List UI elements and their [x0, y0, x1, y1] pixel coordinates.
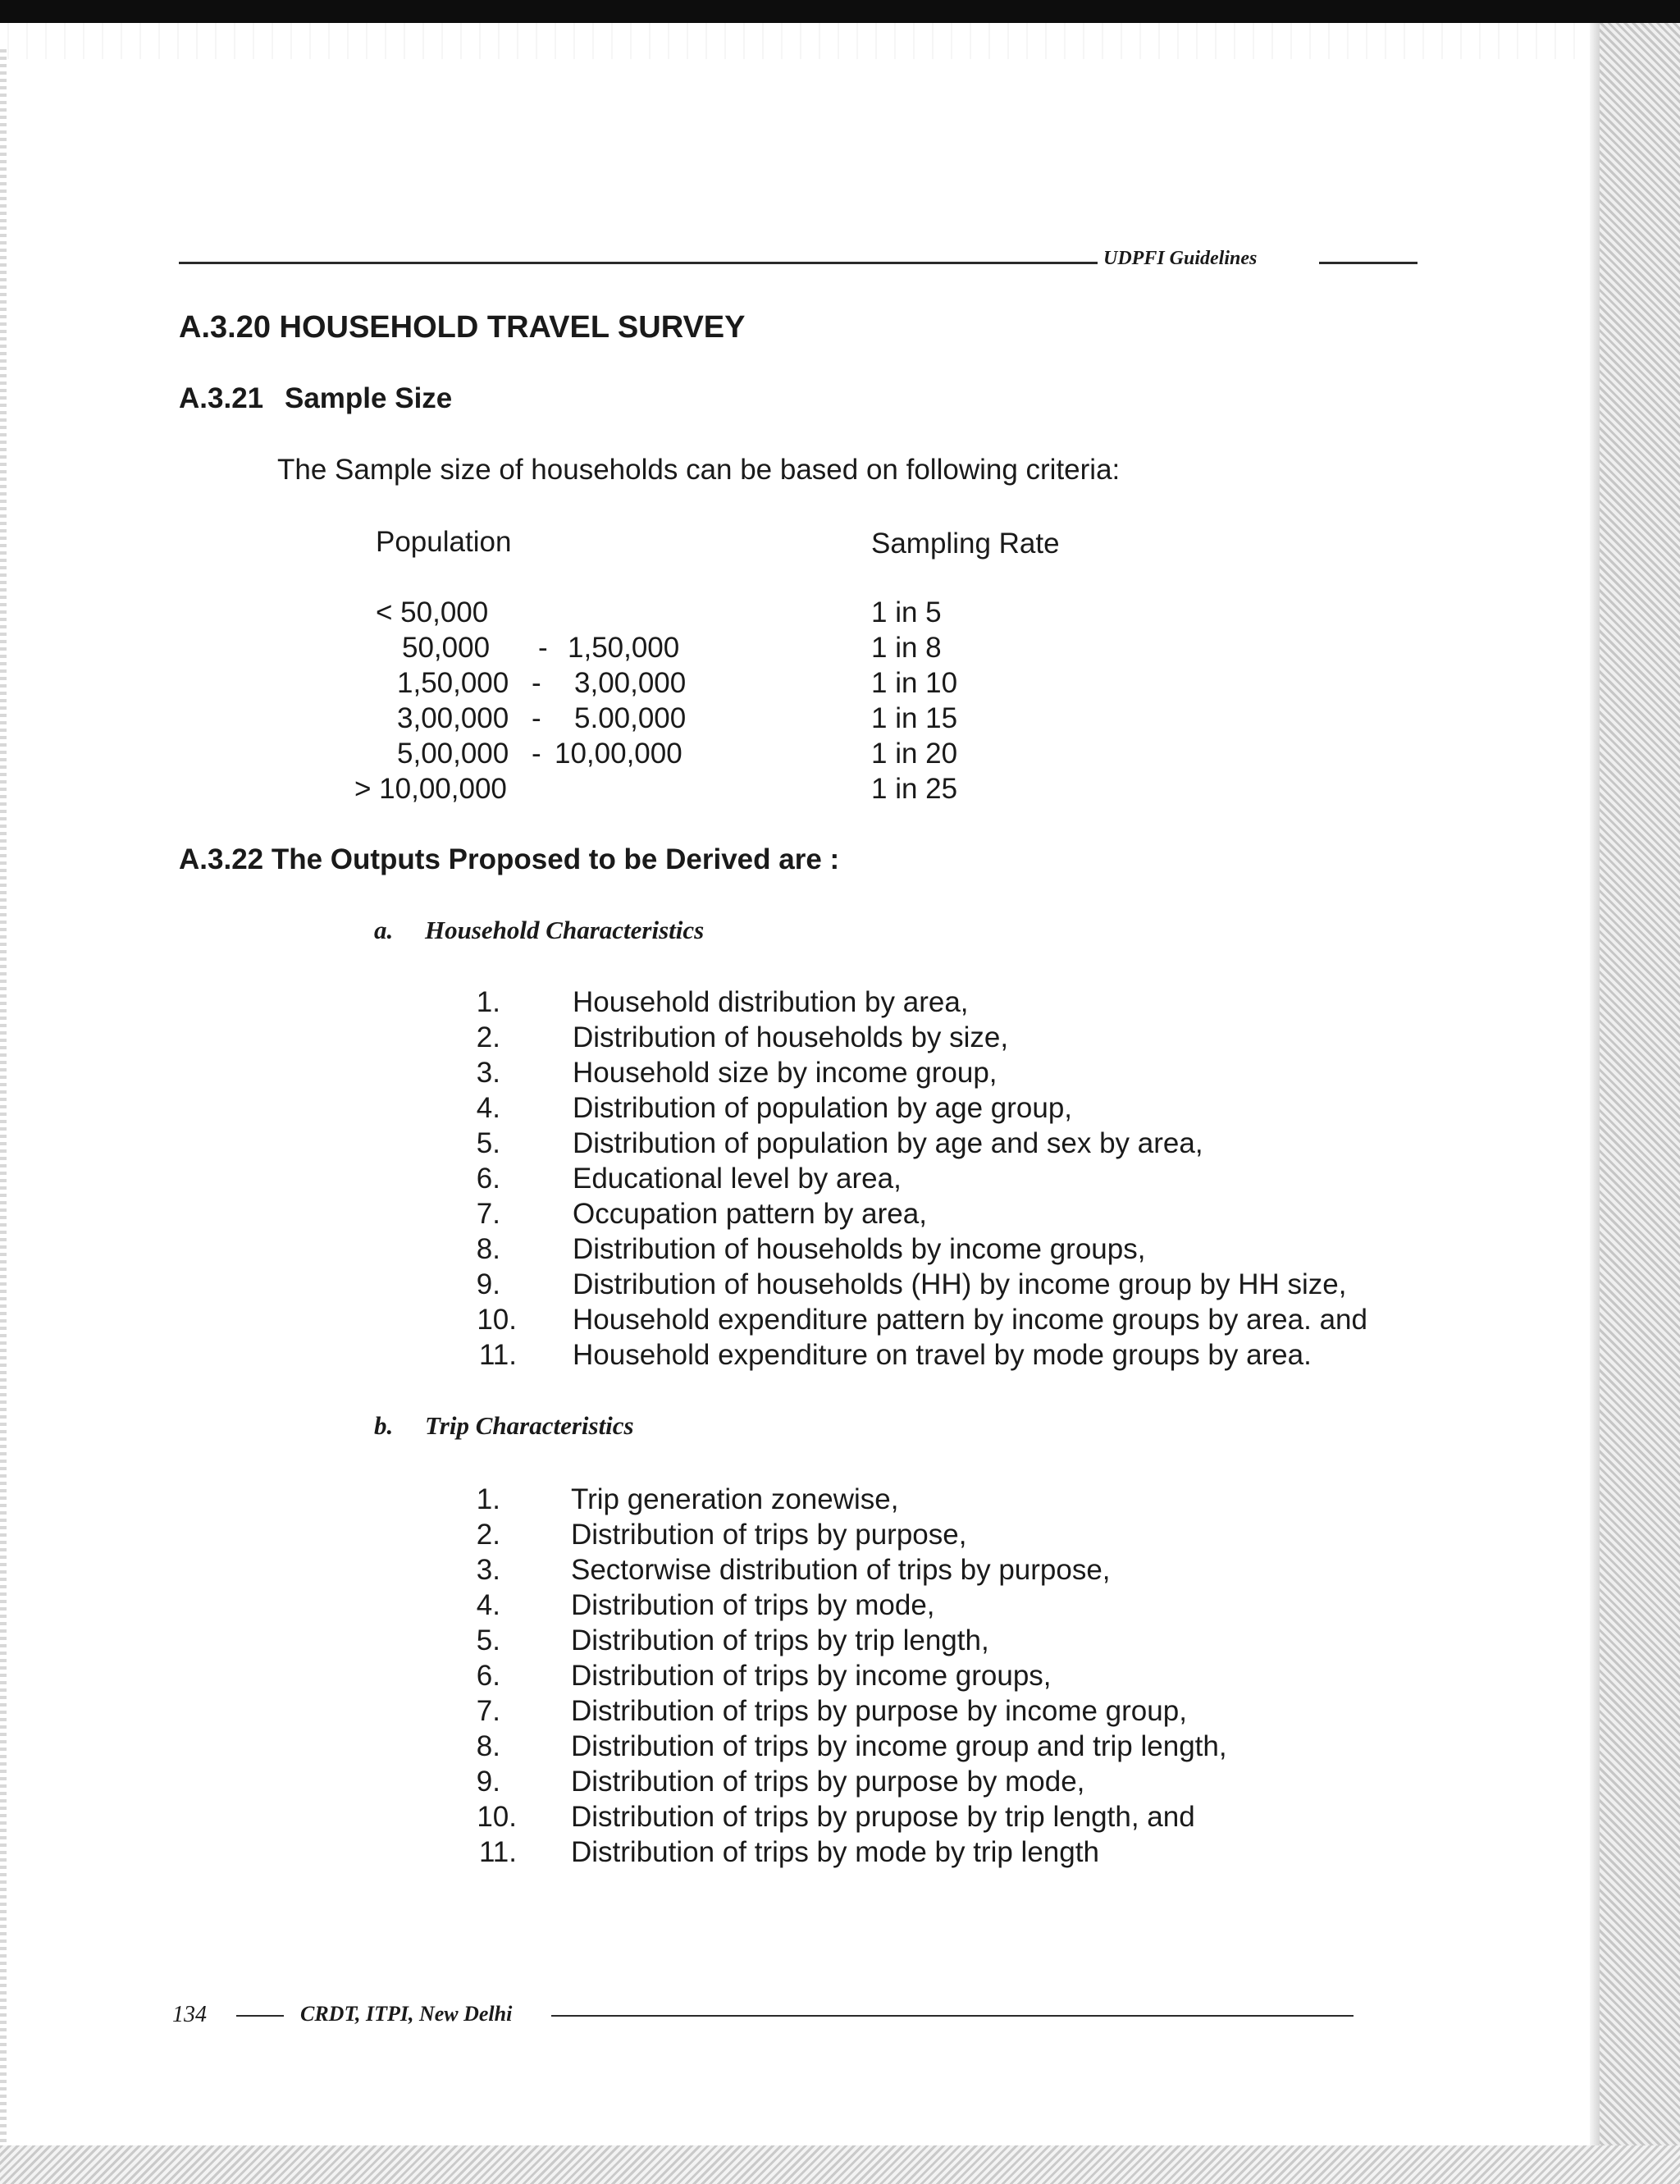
page-number: 134 [172, 2002, 207, 2027]
list-item-number: 11. [478, 1836, 517, 1868]
sample-size-intro: The Sample size of households can be based on following criteria: [277, 454, 1121, 486]
list-item-number: 1. [476, 1483, 500, 1515]
list-item: Sectorwise distribution of trips by purpose, [571, 1554, 1111, 1586]
list-item: Distribution of trips by income group and trip length, [571, 1730, 1227, 1762]
table-row-to: 10,00,000 [555, 738, 682, 770]
footer-rule-left [236, 2015, 284, 2017]
list-item-number: 8. [476, 1233, 500, 1265]
list-item-number: 10. [477, 1801, 517, 1833]
list-item-number: 9. [476, 1766, 500, 1798]
list-item-number: 7. [476, 1198, 500, 1230]
list-marker-a: a. [374, 916, 394, 944]
scan-top-noise [0, 23, 1680, 59]
list-item: Distribution of trips by trip length, [571, 1624, 989, 1656]
list-item: Distribution of households by size, [573, 1021, 1009, 1053]
list-item-number: 3. [476, 1057, 500, 1089]
list-item: Household distribution by area, [573, 986, 969, 1018]
table-row-rate: 1 in 25 [871, 773, 958, 805]
list-item: Educational level by area, [573, 1163, 902, 1195]
footer-rule-right [551, 2015, 1354, 2017]
table-row-rate: 1 in 20 [871, 738, 958, 770]
scan-left-edge [0, 49, 7, 2145]
list-item-number: 11. [478, 1339, 517, 1371]
subsection-number: A.3.21 [179, 382, 264, 414]
list-item-number: 5. [476, 1127, 500, 1159]
table-row-from: 3,00,000 [397, 702, 509, 734]
list-item: Distribution of trips by income groups, [571, 1660, 1052, 1692]
table-row-from: < 50,000 [376, 596, 489, 628]
list-item-number: 2. [476, 1519, 500, 1551]
list-marker-b: b. [374, 1411, 394, 1440]
table-row-from: 5,00,000 [397, 738, 509, 770]
table-row-rate: 1 in 10 [871, 667, 958, 699]
list-item-number: 8. [476, 1730, 500, 1762]
table-row-to: 3,00,000 [574, 667, 687, 699]
list-item: Distribution of trips by mode, [571, 1589, 935, 1621]
header-rule-left [179, 262, 1098, 264]
table-row-dash: - [532, 702, 541, 734]
list-item-number: 4. [476, 1589, 500, 1621]
list-item-number: 10. [477, 1304, 517, 1336]
list-item-number: 2. [476, 1021, 500, 1053]
list-item: Distribution of trips by purpose, [571, 1519, 967, 1551]
list-item-number: 5. [476, 1624, 500, 1656]
list-item: Household expenditure on travel by mode groups by area. [573, 1339, 1312, 1371]
trip-characteristics-title: Trip Characteristics [425, 1411, 634, 1440]
list-item: Distribution of trips by purpose by income group, [571, 1695, 1187, 1727]
list-item: Distribution of trips by prupose by trip length, and [571, 1801, 1195, 1833]
list-item: Distribution of population by age group, [573, 1092, 1073, 1124]
table-row-dash: - [538, 632, 548, 664]
table-row-dash: - [532, 667, 541, 699]
subsection-title: Sample Size [285, 382, 453, 414]
scan-bottom-border [0, 2145, 1680, 2184]
col-header-population: Population [376, 526, 512, 558]
list-item-number: 6. [476, 1163, 500, 1195]
list-item-number: 3. [476, 1554, 500, 1586]
table-row-rate: 1 in 8 [871, 632, 942, 664]
table-row-rate: 1 in 5 [871, 596, 942, 628]
list-item-number: 6. [476, 1660, 500, 1692]
list-item-number: 4. [476, 1092, 500, 1124]
table-row-from: > 10,00,000 [354, 773, 507, 805]
list-item: Household expenditure pattern by income groups by area. and [573, 1304, 1367, 1336]
household-characteristics-title: Household Characteristics [425, 916, 705, 944]
list-item: Occupation pattern by area, [573, 1198, 927, 1230]
col-header-sampling-rate: Sampling Rate [871, 528, 1060, 560]
list-item: Distribution of trips by purpose by mode, [571, 1766, 1085, 1798]
table-row-to: 5.00,000 [574, 702, 687, 734]
table-row-to: 1,50,000 [568, 632, 680, 664]
table-row-from: 50,000 [402, 632, 491, 664]
scan-top-border [0, 0, 1680, 23]
list-item: Distribution of households (HH) by income group by HH size, [573, 1268, 1347, 1300]
section-heading: A.3.20 HOUSEHOLD TRAVEL SURVEY [179, 310, 746, 345]
list-item: Distribution of population by age and sex by area, [573, 1127, 1203, 1159]
footer-publisher: CRDT, ITPI, New Delhi [300, 2002, 513, 2026]
scan-right-border [1600, 23, 1680, 2184]
list-item: Trip generation zonewise, [571, 1483, 899, 1515]
header-rule-right [1319, 262, 1418, 264]
list-item: Distribution of trips by mode by trip length [571, 1836, 1099, 1868]
list-item-number: 7. [476, 1695, 500, 1727]
outputs-heading: A.3.22 The Outputs Proposed to be Derived are : [179, 843, 840, 875]
table-row-from: 1,50,000 [397, 667, 509, 699]
table-row-dash: - [532, 738, 541, 770]
list-item-number: 1. [476, 986, 500, 1018]
list-item: Distribution of households by income groups, [573, 1233, 1146, 1265]
list-item: Household size by income group, [573, 1057, 998, 1089]
list-item-number: 9. [476, 1268, 500, 1300]
running-header: UDPFI Guidelines [1103, 248, 1258, 269]
table-row-rate: 1 in 15 [871, 702, 958, 734]
